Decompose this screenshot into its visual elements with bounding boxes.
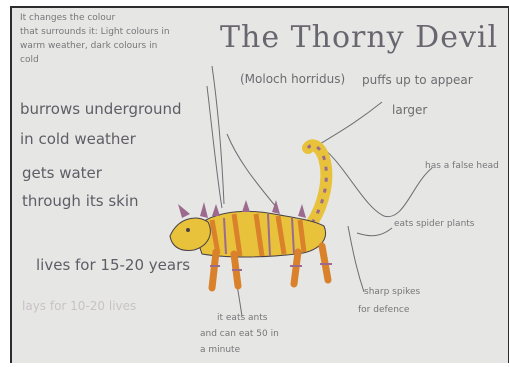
leg-front-left	[212, 252, 216, 288]
note-colour-change-line2: that surrounds it: Light colours in	[20, 27, 170, 37]
note-ants-line3: a minute	[200, 345, 241, 355]
note-water-line1: gets water	[22, 164, 102, 182]
lizard-eye	[186, 228, 190, 232]
poster-subtitle: (Moloch horridus)	[240, 72, 346, 86]
line-eats	[357, 228, 392, 236]
note-puffs-up: puffs up to appear	[362, 73, 473, 87]
note-spikes-line1: sharp spikes	[364, 287, 421, 297]
note-larger: larger	[392, 103, 428, 117]
note-eats: eats spider plants	[394, 219, 475, 229]
note-water-line2: through its skin	[22, 192, 139, 210]
note-burrows-line2: in cold weather	[20, 130, 136, 148]
note-burrows-line1: burrows underground	[20, 100, 182, 118]
note-colour-change-line1: It changes the colour	[20, 13, 116, 23]
lizard-drawing	[12, 8, 508, 363]
poster-paper	[10, 6, 509, 363]
note-false-head: has a false head	[425, 161, 499, 171]
thorny-devil	[170, 145, 332, 288]
note-ants-line2: and can eat 50 in	[200, 329, 279, 339]
note-faint: lays for 10-20 lives	[22, 299, 137, 313]
note-colour-change-line3: warm weather, dark colours in	[20, 41, 158, 51]
head-horn-right	[200, 202, 208, 218]
note-spikes-line2: for defence	[358, 305, 410, 315]
note-ants-line1: it eats ants	[217, 313, 268, 323]
line-title	[207, 86, 222, 208]
poster-title: The Thorny Devil	[220, 20, 499, 55]
leg-stripes	[210, 264, 332, 270]
line-spikes	[348, 226, 364, 292]
line-larger	[317, 102, 382, 146]
leg-back-left	[294, 252, 298, 284]
note-lifespan: lives for 15-20 years	[36, 256, 191, 274]
line-puff	[227, 134, 277, 208]
note-colour-change-line4: cold	[20, 55, 39, 65]
head-horn-left	[178, 204, 190, 218]
line-false-head	[317, 144, 432, 217]
